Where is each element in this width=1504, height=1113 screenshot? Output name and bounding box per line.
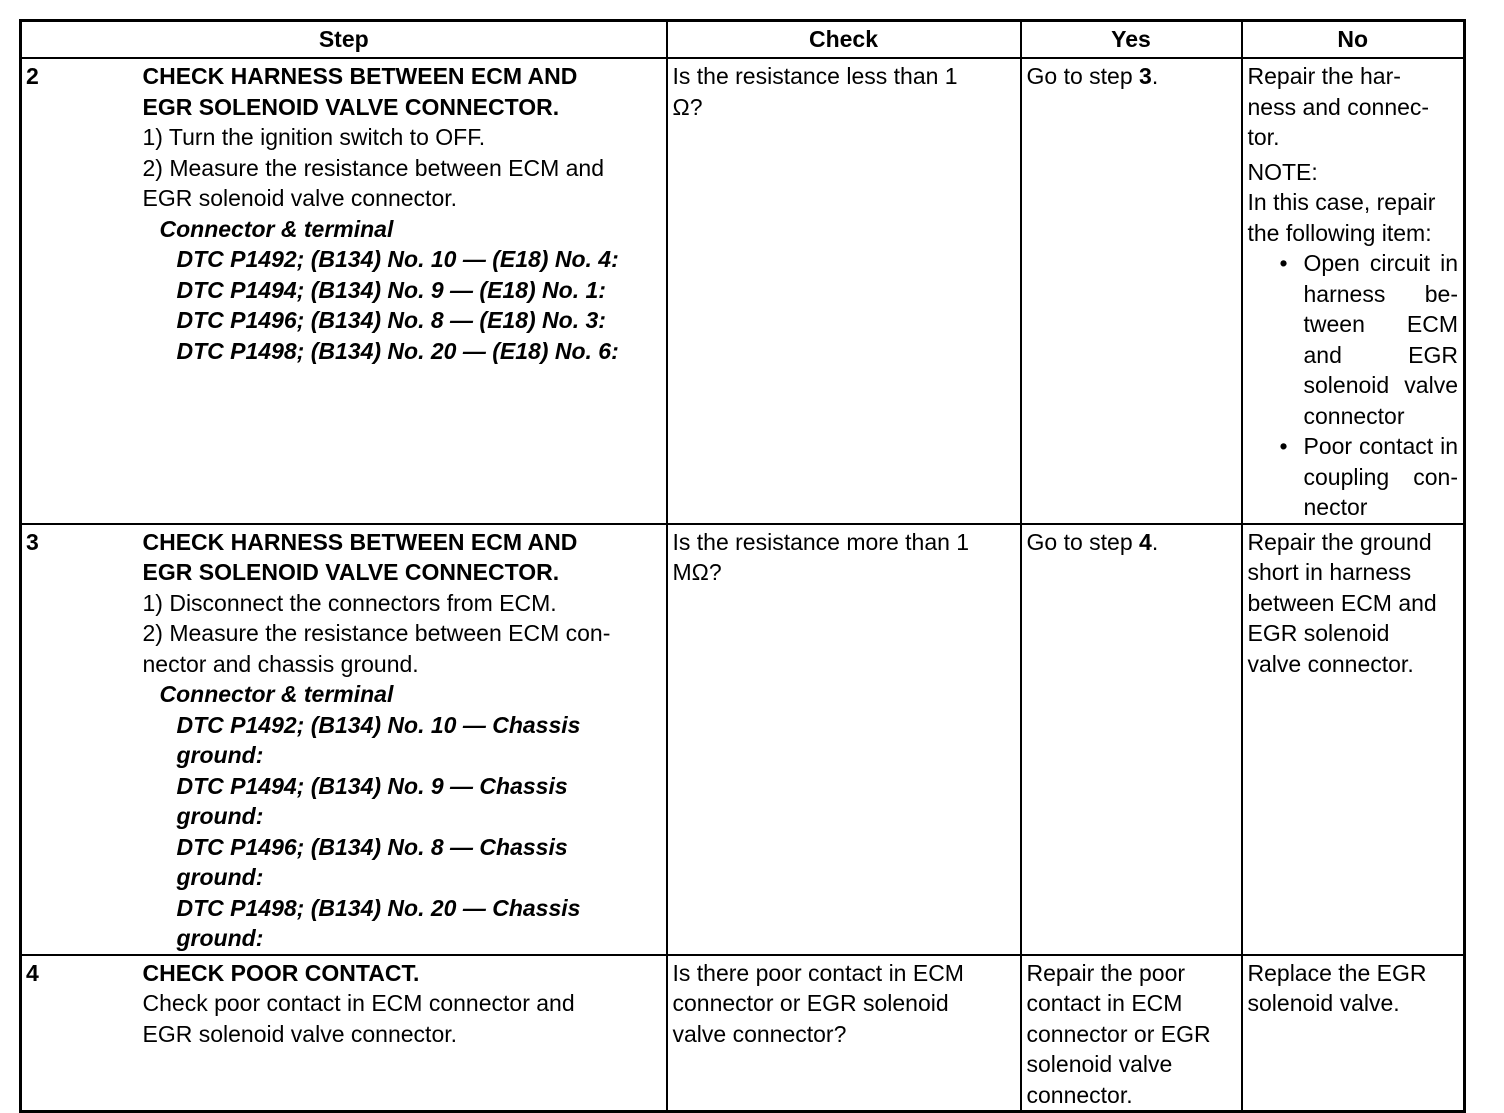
dtc-line: DTC P1498; (B134) No. 20 — (E18) No. 6: xyxy=(176,337,619,364)
bullet-text: Open circuit in harness be- tween ECM and EGR solenoid valve connector xyxy=(1303,250,1458,429)
dtc-line: DTC P1492; (B134) No. 10 — (E18) No. 4: xyxy=(176,246,619,272)
instruction: 1) Turn the ignition switch to OFF. xyxy=(142,124,486,150)
table-row xyxy=(21,524,1465,955)
note-title: NOTE: xyxy=(1247,158,1318,185)
step-title: CHECK HARNESS BETWEEN ECM AND xyxy=(142,63,578,89)
instruction: 2) Measure the resistance between ECM con- xyxy=(142,620,611,646)
step-title: CHECK HARNESS BETWEEN ECM AND xyxy=(142,528,578,555)
bullet-icon: • xyxy=(1279,433,1288,459)
check-cell xyxy=(667,955,1021,1112)
step-description xyxy=(143,955,667,1112)
step-number: 4 xyxy=(21,955,143,1112)
check-text: Is there poor contact in ECM xyxy=(672,959,964,986)
check-text: Ω? xyxy=(672,93,703,120)
yes-text: Repair the poor xyxy=(1026,959,1186,986)
note-bullet xyxy=(1248,248,1459,431)
check-text: Is the resistance more than 1 xyxy=(672,528,970,555)
check-text: MΩ? xyxy=(672,559,722,585)
instruction: 2) Measure the resistance between ECM and xyxy=(142,154,605,181)
yes-cell xyxy=(1021,524,1242,955)
yes-text: . xyxy=(1151,528,1159,555)
yes-text: Go to step xyxy=(1026,528,1140,555)
check-cell xyxy=(667,524,1021,955)
header-row xyxy=(21,21,1465,59)
no-text: ness and connec- xyxy=(1247,93,1430,120)
no-text: EGR solenoid xyxy=(1247,620,1390,646)
yes-text: solenoid valve xyxy=(1026,1051,1173,1077)
dtc-line: DTC P1496; (B134) No. 8 — Chassis ground: xyxy=(176,833,568,890)
no-text: short in harness xyxy=(1247,559,1412,585)
no-text: tor. xyxy=(1247,124,1280,150)
no-text: solenoid valve. xyxy=(1247,990,1400,1016)
dtc-line: DTC P1494; (B134) No. 9 — (E18) No. 1: xyxy=(176,276,606,303)
step-title: CHECK POOR CONTACT. xyxy=(142,959,420,986)
instruction: EGR solenoid valve connector. xyxy=(142,1020,458,1047)
note-bullet xyxy=(1248,431,1459,523)
check-text: Is the resistance less than 1 xyxy=(672,63,958,89)
check-text: valve connector? xyxy=(672,1020,847,1047)
instruction: EGR solenoid valve connector. xyxy=(142,185,458,211)
yes-step-ref: 4 xyxy=(1139,528,1152,555)
yes-step-ref: 3 xyxy=(1139,63,1152,89)
no-text: Replace the EGR xyxy=(1247,959,1427,986)
note-text: the following item: xyxy=(1247,219,1432,246)
yes-cell xyxy=(1021,58,1242,524)
instruction: nector and chassis ground. xyxy=(142,650,419,677)
header-check: Check xyxy=(667,21,1021,59)
yes-text: . xyxy=(1151,63,1159,89)
no-text: between ECM and xyxy=(1247,589,1437,616)
no-text: Repair the har- xyxy=(1247,63,1401,89)
yes-text: Go to step xyxy=(1026,63,1140,89)
dtc-line: DTC P1494; (B134) No. 9 — Chassis ground: xyxy=(176,772,568,829)
bullet-icon: • xyxy=(1279,250,1288,276)
instruction: Check poor contact in ECM connector and xyxy=(142,990,575,1016)
table-row xyxy=(21,955,1465,1112)
header-yes: Yes xyxy=(1021,21,1242,59)
step-description xyxy=(143,524,667,955)
step-title: EGR SOLENOID VALVE CONNECTOR. xyxy=(142,559,560,585)
dtc-line: DTC P1496; (B134) No. 8 — (E18) No. 3: xyxy=(176,307,606,333)
diagnostic-table xyxy=(19,19,1466,1113)
yes-text: contact in ECM xyxy=(1026,990,1183,1016)
no-cell xyxy=(1242,58,1465,524)
no-cell xyxy=(1242,955,1465,1112)
step-title: EGR SOLENOID VALVE CONNECTOR. xyxy=(142,93,560,120)
table-row xyxy=(21,58,1465,524)
yes-text: connector. xyxy=(1026,1081,1133,1108)
check-cell xyxy=(667,58,1021,524)
instruction: 1) Disconnect the connectors from ECM. xyxy=(142,589,557,616)
yes-text: connector or EGR xyxy=(1026,1020,1211,1047)
dtc-line: DTC P1492; (B134) No. 10 — Chassis ground: xyxy=(176,711,581,768)
header-no: No xyxy=(1242,21,1465,59)
no-text: Repair the ground xyxy=(1247,528,1432,555)
no-cell xyxy=(1242,524,1465,955)
check-text: connector or EGR solenoid xyxy=(672,990,949,1016)
step-description xyxy=(143,58,667,524)
step-number: 2 xyxy=(21,58,143,524)
connector-label: Connector & terminal xyxy=(159,215,394,242)
note-text: In this case, repair xyxy=(1247,189,1436,215)
header-step: Step xyxy=(21,21,667,59)
yes-cell xyxy=(1021,955,1242,1112)
dtc-line: DTC P1498; (B134) No. 20 — Chassis ground: xyxy=(176,894,581,951)
no-text: valve connector. xyxy=(1247,650,1414,677)
step-number: 3 xyxy=(21,524,143,955)
bullet-text: Poor contact in coupling con- nector xyxy=(1303,433,1458,520)
connector-label: Connector & terminal xyxy=(159,681,394,707)
